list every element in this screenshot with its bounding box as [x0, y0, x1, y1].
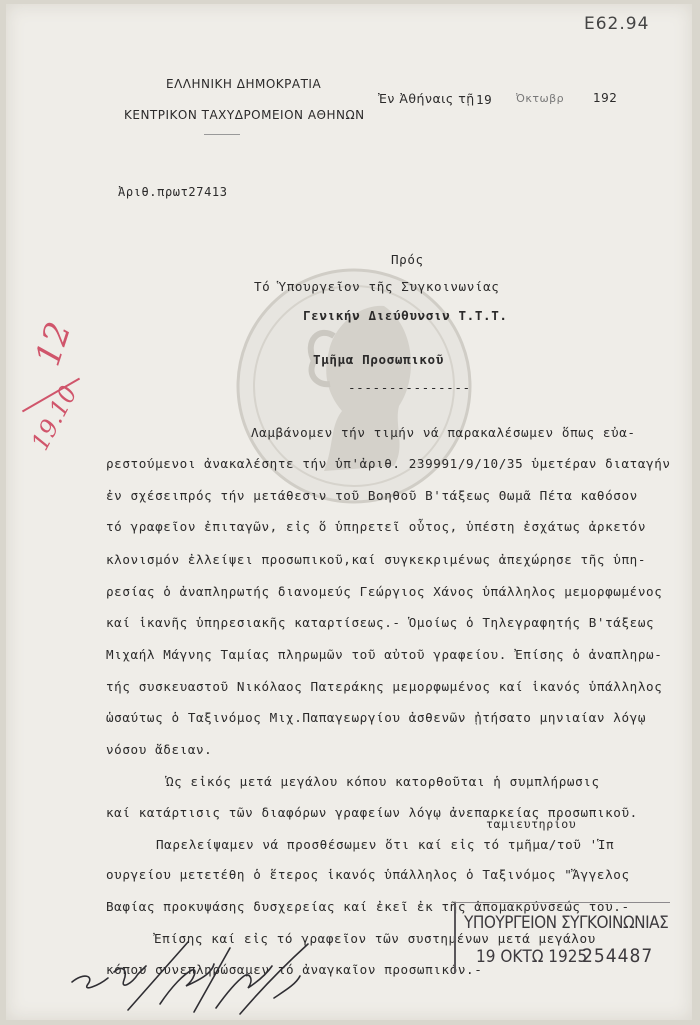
body-p1-line4: τό γραφεῖον ἐπιταγῶν, εἰς ὅ ὑπηρετεῖ οὗτος, ὑπέστη ἐσχάτως ἀρκετόν	[106, 519, 647, 534]
margin-note-line2: 19.10	[25, 381, 83, 455]
body-p3-line1: Παρελείψαμεν νά προσθέσωμεν ὅτι καί εἰς τό τμῆμα/τοῦ 'Ἱπ	[156, 837, 615, 852]
body-p2-line2: καί κατάρτισις τῶν διαφόρων γραφείων λόγῳ ἀνεπαρκείας προσωπικοῦ.	[106, 805, 638, 820]
margin-note-line1: 12	[27, 317, 80, 371]
header-line1: ΕΛΛΗΝΙΚΗ ΔΗΜΟΚΡΑΤΙΑ	[166, 77, 322, 91]
body-p1-line8: Μιχαήλ Μάγνης Ταμίας πληρωμῶν τοῦ αὐτοῦ γραφείου. Ἐπίσης ὁ ἀναπληρω-	[106, 647, 663, 662]
body-p1-line9: τής συσκευαστοῦ Νικόλαος Πατεράκης μεμορφωμένος καί ἱκανός ὑπάλληλος	[106, 679, 663, 694]
header-divider	[204, 134, 240, 135]
body-p1-line7: καί ἱκανῆς ὑπηρεσιακῆς καταρτίσεως.- Ὁμοίως ὁ Τηλεγραφητής Β'τάξεως	[106, 615, 655, 630]
body-p3-line3: Βαφίας προκυψάσης δυσχερείας καί ἐκεῖ ἐκ τῆς ἀπομακρύνσεώς του.-	[106, 899, 630, 914]
body-p2-line1: Ὡς εἰκός μετά μεγάλου κόπου κατορθοῦται ἡ συμπλήρωσις	[166, 774, 600, 789]
date-year: 192	[593, 91, 618, 105]
recipient-pros: Πρός	[391, 252, 424, 267]
body-p1-line5: κλονισμόν ἐλλείψει προσωπικοῦ,καί συγκεκριμένως ἀπεχώρησε τῆς ὑπη-	[106, 552, 647, 567]
protocol-number: Ἀριθ.πρωτ27413	[118, 185, 228, 199]
handwritten-signature	[64, 924, 334, 1019]
body-p3-line2: ουργείου μετετέθη ὁ ἕτερος ἱκανός ὑπάλληλος ὁ Ταξινόμος "Ἄγγελος	[106, 867, 630, 882]
body-p3-insert: ταμιευτηρίου	[486, 817, 577, 831]
stamp-number: 254487	[582, 945, 654, 967]
body-p4-line1: Ἐπίσης καί εἰς τό γραφεῖον τῶν συστημένων μετά μεγάλου	[154, 931, 596, 946]
document-page	[6, 4, 692, 1020]
body-p1-line11: νόσου ἄδειαν.	[106, 742, 213, 757]
body-p4-line2: κόπου συνεπληρώσαμεν τό ἀναγκαῖον προσωπικόν.-	[106, 962, 483, 977]
body-p1-line10: ὡσαύτως ὁ Ταξινόμος Μιχ.Παπαγεωργίου ἀσθενῶν ᾐτήσατο μηνιαίαν λόγῳ	[106, 710, 647, 725]
recipient-rule: ---------------	[348, 380, 471, 395]
header-line2: ΚΕΝΤΡΙΚΟΝ ΤΑΧΥΔΡΟΜΕΙΟΝ ΑΘΗΝΩΝ	[124, 108, 365, 122]
body-p1-line3: ἐν σχέσειπρός τήν μετάθεσιν τοῦ Βοηθοῦ Β'τάξεως Θωμᾶ Πέτα καθόσον	[106, 488, 638, 503]
date-month: Ὀκτωβρ	[516, 92, 565, 105]
body-p1-line2: ρεστούμενοι ἀνακαλέσητε τήν ὑπ'ἀριθ. 239991/9/10/35 ὑμετέραν διαταγήν	[106, 456, 671, 471]
recipient-line3: Τμῆμα Προσωπικοῦ	[313, 352, 444, 367]
body-p1-line1: Λαμβάνομεν τήν τιμήν νά παρακαλέσωμεν ὅπως εὐα-	[251, 425, 636, 440]
body-p1-line6: ρεσίας ὁ ἀναπληρωτής διανομεύς Γεώργιος Χάνος ὑπάλληλος μεμορφωμένος	[106, 584, 663, 599]
stamp-date: 19 ΟΚΤΩ 1925	[476, 947, 588, 967]
date-prefix: Ἐν Ἀθήναις τῇ	[378, 91, 475, 106]
recipient-line2: Γενικήν Διεύθυνσιν Τ.Τ.Τ.	[303, 308, 508, 323]
date-day: 19	[476, 92, 493, 107]
stamp-title: ΥΠΟΥΡΓΕΙΟΝ ΣΥΓΚΟΙΝΩΝΙΑΣ	[464, 913, 669, 933]
archive-ref: Ε62.94	[584, 14, 650, 34]
recipient-line1: Τό Ὑπουργεῖον τῆς Συγκοινωνίας	[254, 279, 500, 294]
received-stamp	[454, 902, 670, 973]
